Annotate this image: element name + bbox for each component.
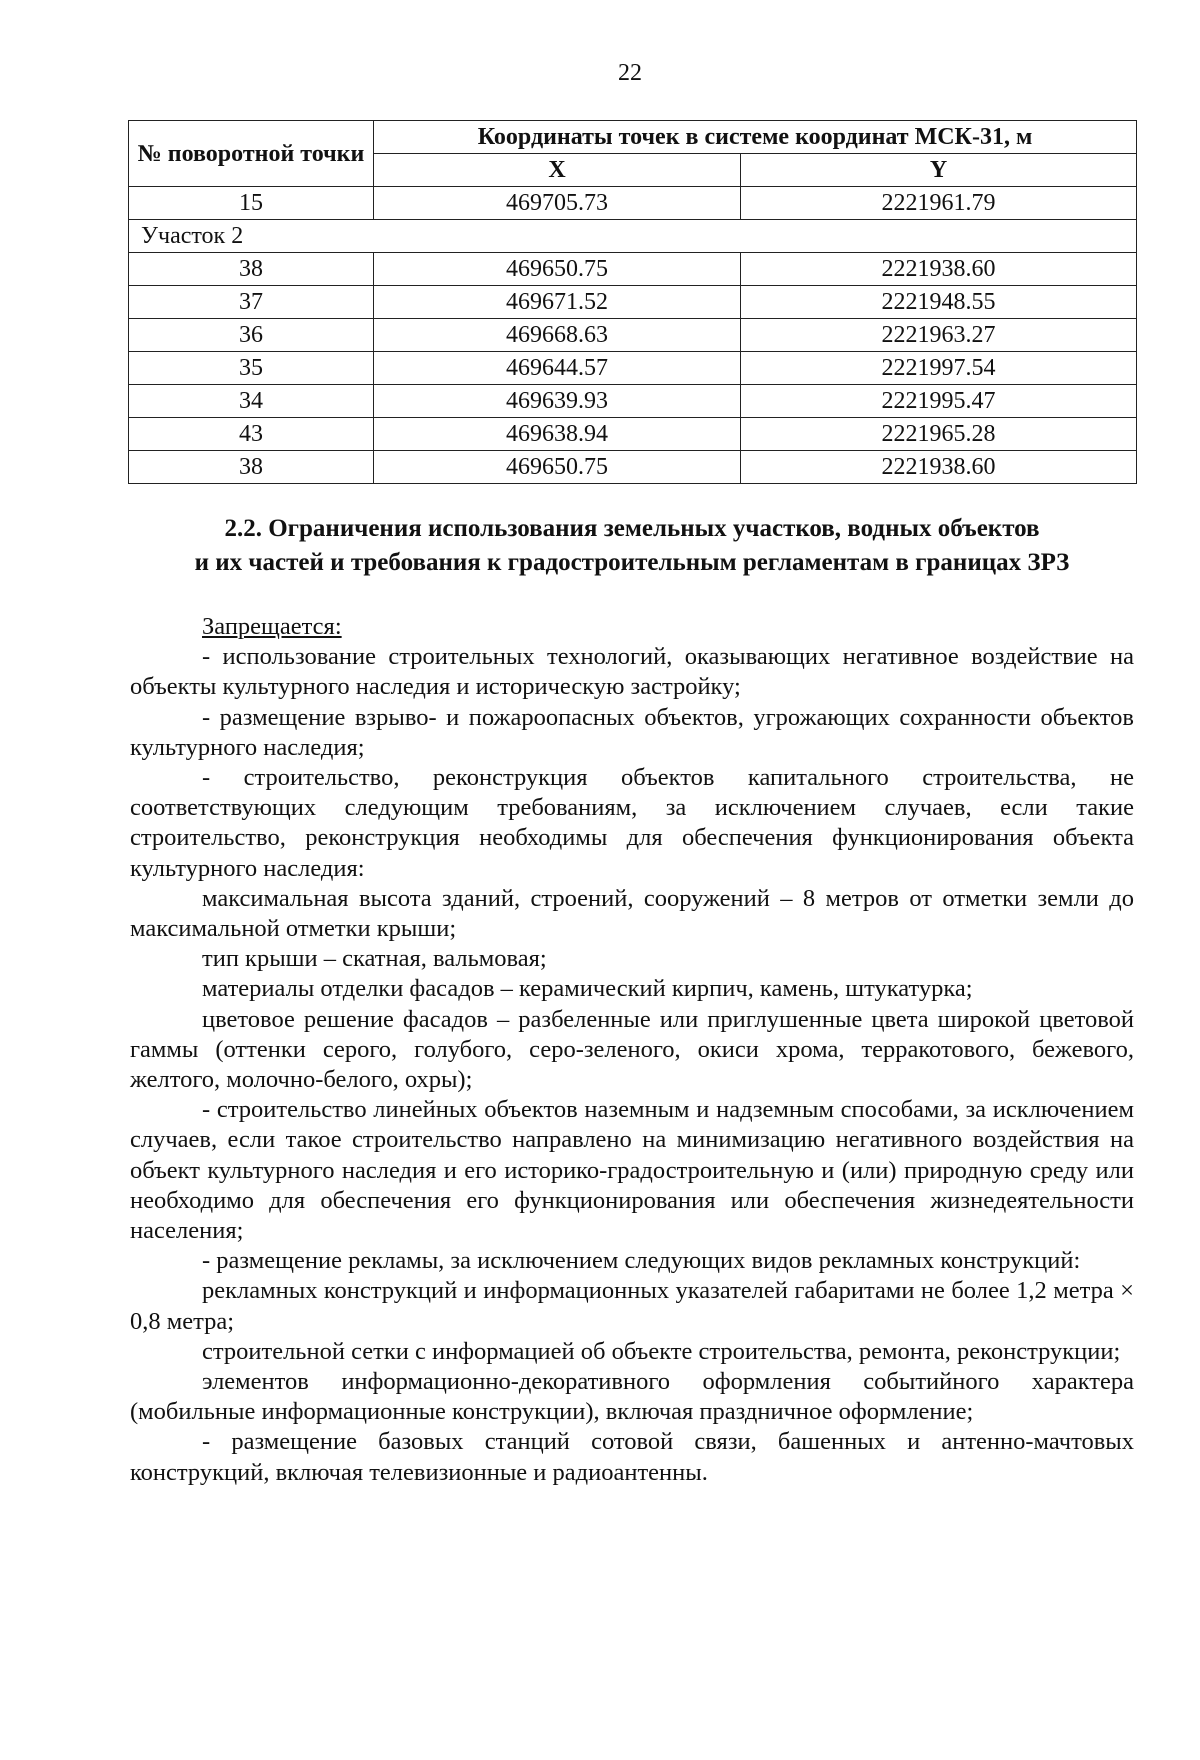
coord-y: 2221938.60 — [741, 253, 1137, 286]
table-row — [129, 352, 1137, 385]
point-number: 37 — [129, 286, 374, 319]
coord-y: 2221965.28 — [741, 418, 1137, 451]
section-title-line2: и их частей и требования к градостроительным регламентам в границах ЗРЗ — [194, 549, 1070, 576]
body-text — [130, 612, 1134, 1488]
paragraph: элементов информационно-декоративного оформления событийного характера (мобильные информационные конструкции), включая праздничное оформление; — [130, 1368, 1134, 1426]
point-number: 38 — [129, 253, 374, 286]
table-row — [129, 451, 1137, 484]
paragraph: цветовое решение фасадов – разбеленные или приглушенные цвета широкой цветовой гаммы (оттенки серого, голубого, серо-зеленого, окиси хрома, терракотового, бежевого, желтого, молочно-белого, охры); — [130, 1005, 1134, 1094]
coord-x: 469668.63 — [374, 319, 741, 352]
coord-x: 469644.57 — [374, 352, 741, 385]
point-number: 35 — [129, 352, 374, 385]
table-row — [129, 253, 1137, 286]
section-label: Участок 2 — [129, 220, 1137, 253]
point-number: 34 — [129, 385, 374, 418]
coord-y: 2221938.60 — [741, 451, 1137, 484]
table-header-row — [129, 121, 1137, 154]
coord-x: 469705.73 — [374, 187, 741, 220]
paragraph: материалы отделки фасадов – керамический кирпич, камень, штукатурка; — [202, 975, 973, 1003]
table-row — [129, 319, 1137, 352]
point-number: 43 — [129, 418, 374, 451]
coord-x: 469650.75 — [374, 253, 741, 286]
coord-y: 2221963.27 — [741, 319, 1137, 352]
section-title — [128, 512, 1136, 580]
paragraph: строительной сетки с информацией об объекте строительства, ремонта, реконструкции; — [202, 1337, 1121, 1365]
paragraph: - использование строительных технологий, оказывающих негативное воздействие на объекты культурного наследия и историческую застройку; — [130, 643, 1134, 701]
coord-x: 469650.75 — [374, 451, 741, 484]
table-row — [129, 385, 1137, 418]
header-x: X — [374, 154, 741, 187]
coord-x: 469638.94 — [374, 418, 741, 451]
paragraph: - размещение рекламы, за исключением следующих видов рекламных конструкций: — [202, 1247, 1081, 1275]
coord-y: 2221997.54 — [741, 352, 1137, 385]
paragraph: - размещение взрыво- и пожароопасных объектов, угрожающих сохранности объектов культурного наследия; — [130, 703, 1134, 761]
coord-y: 2221961.79 — [741, 187, 1137, 220]
coord-x: 469639.93 — [374, 385, 741, 418]
table-row — [129, 418, 1137, 451]
paragraph: - строительство линейных объектов наземным и надземным способами, за исключением случаев, если такое строительство направлено на минимизацию негативного воздействия на объект культурного наследия и его историко-градостроительную и (или) природную среду или необходимо для обеспечения его функционирования или обеспечения жизнедеятельности населения; — [130, 1096, 1134, 1245]
coord-x: 469671.52 — [374, 286, 741, 319]
point-number: 15 — [129, 187, 374, 220]
coord-y: 2221995.47 — [741, 385, 1137, 418]
paragraph: - размещение базовых станций сотовой связи, башенных и антенно-мачтовых конструкций, включая телевизионные и радиоантенны. — [130, 1428, 1134, 1486]
paragraph: максимальная высота зданий, строений, сооружений – 8 метров от отметки земли до максимальной отметки крыши; — [130, 884, 1134, 943]
page-number: 22 — [618, 60, 642, 86]
section-title-line1: 2.2. Ограничения использования земельных участков, водных объектов — [224, 515, 1040, 542]
paragraph: - строительство, реконструкция объектов капитального строительства, не соответствующих следующим требованиям, за исключением случаев, если такие строительство, реконструкция необходимы для обеспечения функционирования объекта культурного наследия: — [130, 764, 1134, 882]
table-row — [129, 187, 1137, 220]
table-row — [129, 286, 1137, 319]
header-point-number: № поворотной точки — [129, 121, 374, 187]
prohibited-heading: Запрещается: — [202, 613, 342, 640]
section-row — [129, 220, 1137, 253]
header-coordinates: Координаты точек в системе координат МСК-31, м — [374, 121, 1137, 154]
point-number: 38 — [129, 451, 374, 484]
paragraph: тип крыши – скатная, вальмовая; — [202, 945, 547, 973]
coord-y: 2221948.55 — [741, 286, 1137, 319]
paragraph: рекламных конструкций и информационных указателей габаритами не более 1,2 метра × 0,8 метра; — [130, 1277, 1134, 1335]
coordinates-table — [128, 120, 1137, 484]
header-y: Y — [741, 154, 1137, 187]
point-number: 36 — [129, 319, 374, 352]
